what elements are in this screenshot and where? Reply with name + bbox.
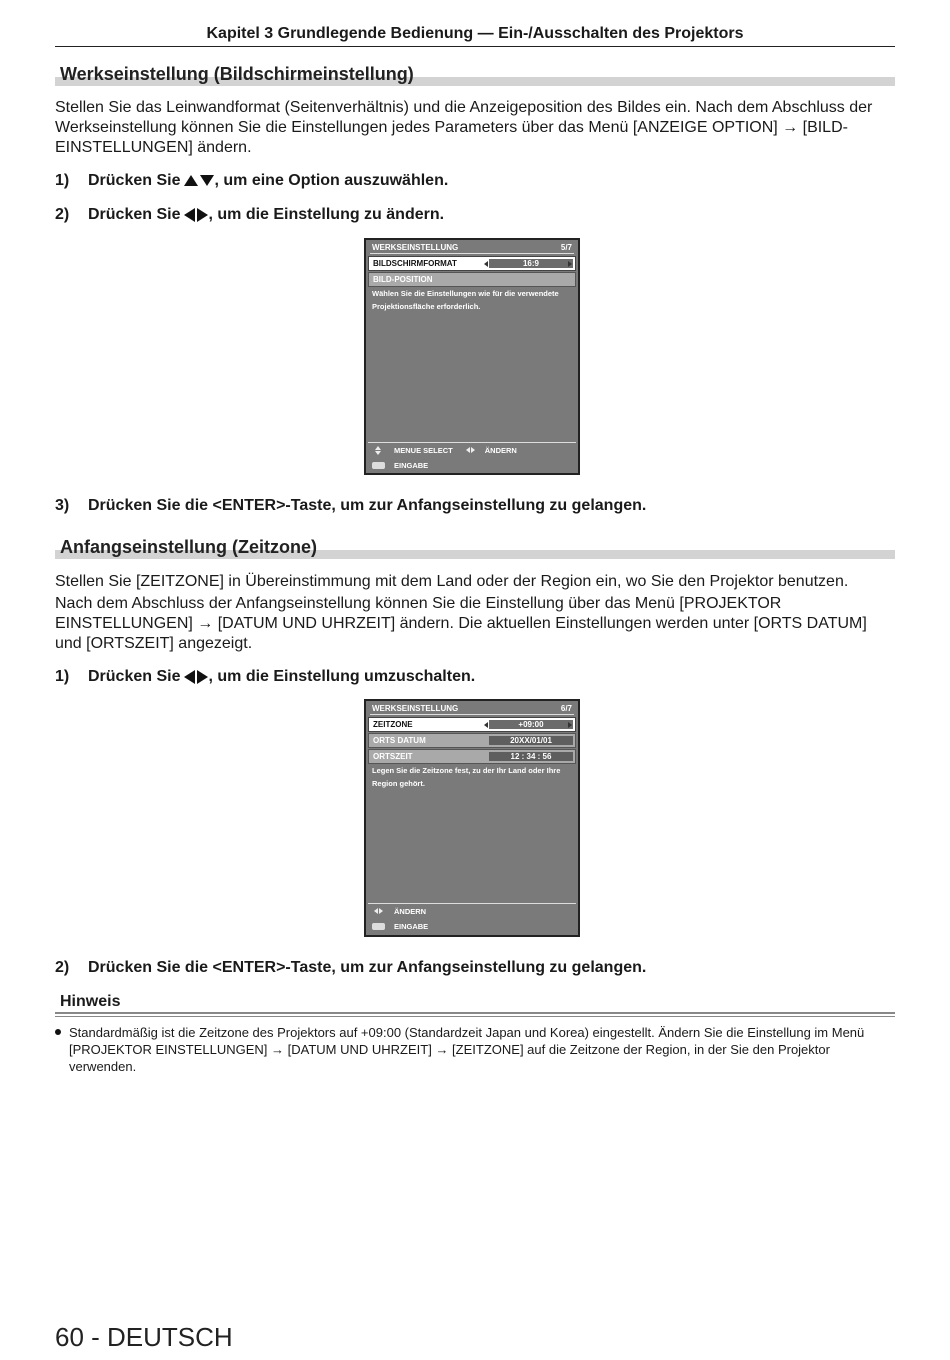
menu-item-label: ORTS DATUM xyxy=(373,736,426,745)
section-title: Anfangseinstellung (Zeitzone) xyxy=(60,537,318,557)
section1-intro: Stellen Sie das Leinwandformat (Seitenverhältnis) und die Anzeigeposition des Bildes ein. Nach dem Abschluss der Werkseinstellung können Sie die Einstellungen jedes Parameters über das Menü [ANZEIGE OPTION] → [BILD-EINSTELLUNGEN] ändern. xyxy=(55,99,873,156)
note-heading: Hinweis xyxy=(60,993,121,1010)
menu-page: 5/7 xyxy=(560,243,572,252)
step-text-pre: Drücken Sie xyxy=(88,668,181,685)
note-item xyxy=(55,1024,895,1075)
up-down-icon xyxy=(370,445,386,455)
step-text-post: , um die Einstellung umzuschalten. xyxy=(208,668,476,685)
menu-item-label: BILDSCHIRMFORMAT xyxy=(373,259,457,268)
down-arrow-icon xyxy=(200,175,214,186)
bullet-icon xyxy=(55,1029,61,1035)
menu-item-label: ORTSZEIT xyxy=(373,752,413,761)
menu-footer-divider xyxy=(368,903,576,904)
menu-item-value: +09:00 xyxy=(489,720,573,729)
menu-footer-divider xyxy=(368,442,576,443)
left-right-icon xyxy=(463,445,479,455)
menu-header xyxy=(370,242,574,254)
note-divider xyxy=(55,1016,895,1017)
description-line: Projektionsfläche erforderlich. xyxy=(372,302,481,311)
right-arrow-icon xyxy=(568,261,572,267)
menu-item-ortszeit[interactable] xyxy=(368,749,576,764)
menu-title: WERKSEINSTELLUNG xyxy=(372,704,459,713)
enter-icon xyxy=(370,460,386,470)
description-line: Region gehört. xyxy=(372,779,425,788)
description-line: Wählen Sie die Einstellungen wie für die verwendete xyxy=(372,289,559,298)
menu-footer-row xyxy=(370,920,428,932)
right-arrow-icon xyxy=(197,670,208,684)
step-text-pre: Drücken Sie xyxy=(88,172,181,189)
footer-label: EINGABE xyxy=(394,921,429,931)
step-1-select xyxy=(55,172,448,190)
enter-icon xyxy=(370,921,386,931)
menu-footer-row xyxy=(370,905,426,917)
step-text: Drücken Sie die <ENTER>-Taste, um zur Anfangseinstellung zu gelangen. xyxy=(88,497,647,514)
section-title: Werkseinstellung (Bildschirmeinstellung) xyxy=(60,64,414,84)
step-number: 1) xyxy=(55,172,70,189)
menu-footer-row xyxy=(370,459,428,471)
osd-menu-bildschirmformat xyxy=(364,238,580,475)
step-3-enter xyxy=(55,497,646,515)
note-divider xyxy=(55,1012,895,1014)
menu-page: 6/7 xyxy=(560,704,572,713)
step-2-enter xyxy=(55,959,646,977)
footer-label: EINGABE xyxy=(394,460,429,470)
chapter-header: Kapitel 3 Grundlegende Bedienung — Ein-/Ausschalten des Projektors xyxy=(55,25,895,47)
page-footer: 60 - DEUTSCH xyxy=(55,1322,233,1352)
description-line: Legen Sie die Zeitzone fest, zu der Ihr Land oder Ihre xyxy=(372,766,561,775)
section2-intro-2: Nach dem Abschluss der Anfangseinstellung können Sie die Einstellung über das Menü [PROJEKTOR EINSTELLUNGEN] → [DATUM UND UHRZEIT] ändern. Die aktuellen Einstellungen werden unter [ORTS DATUM] und [ORTSZEIT] angezeigt. xyxy=(55,595,867,652)
section-heading-werkseinstellung xyxy=(55,62,895,86)
step-number: 3) xyxy=(55,497,70,514)
step-text-post: , um eine Option auszuwählen. xyxy=(214,172,449,189)
step-1-switch xyxy=(55,668,475,686)
menu-header xyxy=(370,703,574,715)
step-2-change xyxy=(55,206,444,224)
right-arrow-icon xyxy=(568,722,572,728)
step-number: 1) xyxy=(55,668,70,685)
step-text: Drücken Sie die <ENTER>-Taste, um zur Anfangseinstellung zu gelangen. xyxy=(88,959,647,976)
menu-item-value: 16:9 xyxy=(489,259,573,268)
menu-item-label: BILD-POSITION xyxy=(373,275,433,284)
left-arrow-icon xyxy=(184,670,195,684)
footer-label: MENUE SELECT xyxy=(394,445,453,455)
menu-footer-row xyxy=(370,444,517,456)
menu-item-value: 12 : 34 : 56 xyxy=(489,752,573,761)
left-arrow-icon xyxy=(184,208,195,222)
menu-item-value: 20XX/01/01 xyxy=(489,736,573,745)
menu-description xyxy=(372,287,572,313)
up-arrow-icon xyxy=(184,175,198,186)
step-number: 2) xyxy=(55,959,70,976)
step-number: 2) xyxy=(55,206,70,223)
menu-item-orts-datum[interactable] xyxy=(368,733,576,748)
note-text: Standardmäßig ist die Zeitzone des Projektors auf +09:00 (Standardzeit Japan und Korea) eingestellt. Ändern Sie die Einstellung im Menü [PROJEKTOR EINSTELLUNGEN] → [DATUM UND UHRZEIT] → [ZEITZONE] auf die Zeitzone der Region, in der Sie den Projektor verwenden. xyxy=(69,1025,865,1074)
footer-label: ÄNDERN xyxy=(394,906,427,916)
left-arrow-icon xyxy=(484,261,488,267)
menu-item-label: ZEITZONE xyxy=(373,720,413,729)
right-arrow-icon xyxy=(197,208,208,222)
step-text-post: , um die Einstellung zu ändern. xyxy=(208,206,445,223)
section2-intro-1: Stellen Sie [ZEITZONE] in Übereinstimmung mit dem Land oder der Region ein, wo Sie den Projektor benutzen. xyxy=(55,573,849,590)
section-heading-zeitzone xyxy=(55,535,895,559)
menu-item-bildschirmformat[interactable] xyxy=(368,256,576,271)
footer-label: ÄNDERN xyxy=(484,445,517,455)
osd-menu-zeitzone xyxy=(364,699,580,937)
menu-description xyxy=(372,764,572,790)
left-right-icon xyxy=(370,906,386,916)
left-arrow-icon xyxy=(484,722,488,728)
menu-item-bild-position[interactable] xyxy=(368,272,576,287)
menu-item-zeitzone[interactable] xyxy=(368,717,576,732)
step-text-pre: Drücken Sie xyxy=(88,206,181,223)
menu-title: WERKSEINSTELLUNG xyxy=(372,243,459,252)
